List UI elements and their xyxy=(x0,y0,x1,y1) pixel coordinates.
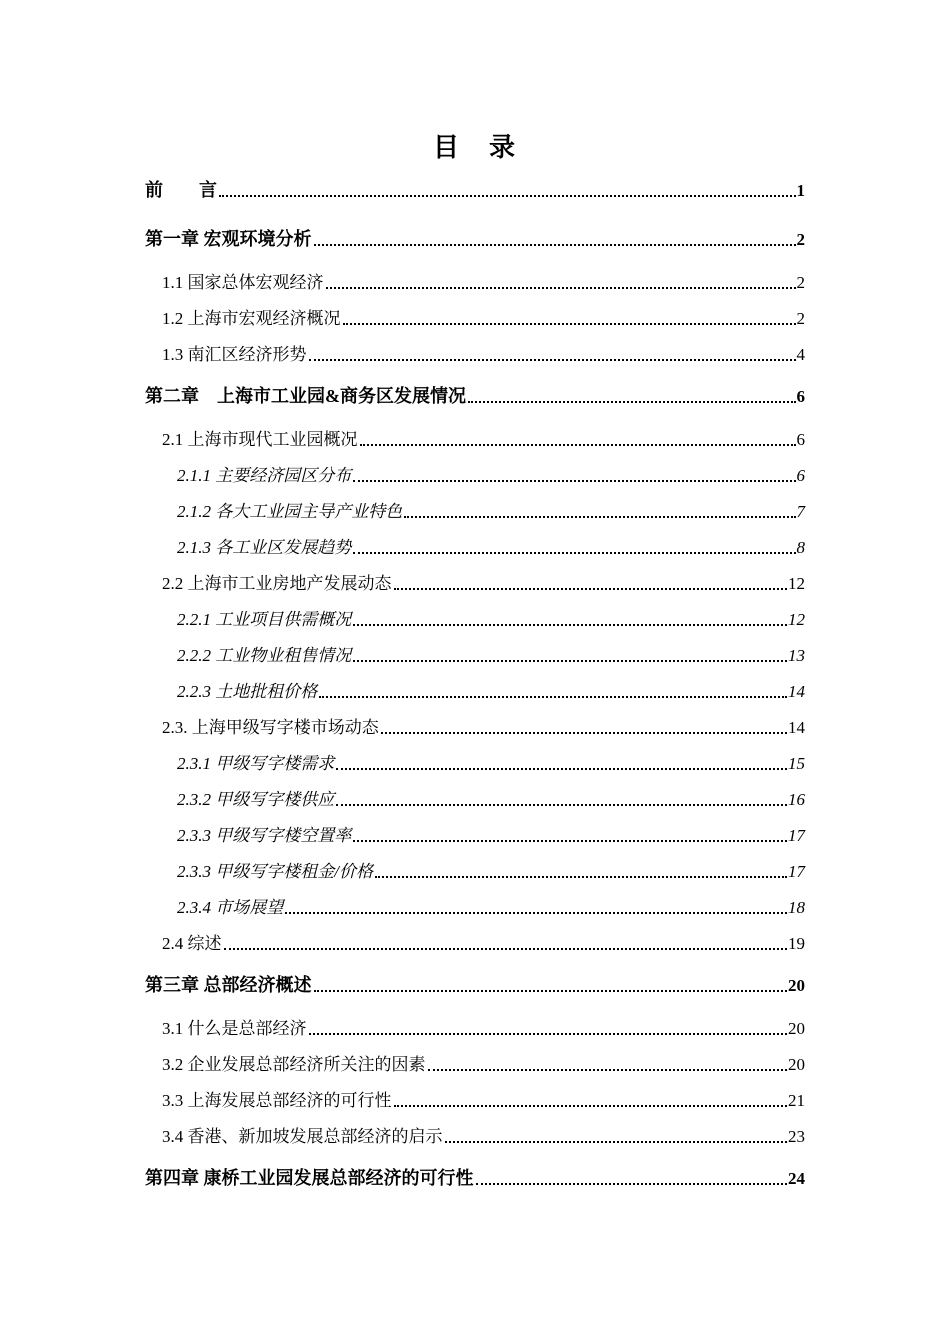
toc-entry-label: 2.3.3 甲级写字楼租金/价格 xyxy=(177,862,373,881)
dot-leader xyxy=(309,359,796,361)
toc-page-number[interactable]: 7 xyxy=(796,502,805,521)
dot-leader xyxy=(353,840,787,842)
toc-page-number[interactable]: 13 xyxy=(788,646,805,665)
dot-leader xyxy=(381,732,787,734)
toc-page-number[interactable]: 2 xyxy=(796,273,805,292)
toc-entry[interactable] xyxy=(145,229,805,250)
dot-leader xyxy=(343,323,796,325)
toc-entry-label: 第二章 上海市工业园&商务区发展情况 xyxy=(145,386,466,406)
dot-leader xyxy=(428,1069,788,1071)
toc-entry[interactable] xyxy=(145,429,805,450)
dot-leader xyxy=(468,401,796,403)
toc-entry-label: 2.1 上海市现代工业园概况 xyxy=(162,430,358,449)
page-title: 目 录 xyxy=(432,133,517,162)
dot-leader xyxy=(394,588,788,590)
toc-entry[interactable] xyxy=(145,1054,805,1075)
toc-entry[interactable] xyxy=(145,272,805,293)
toc-entry-label: 2.3.4 市场展望 xyxy=(177,898,284,917)
toc-entry-label: 2.3.1 甲级写字楼需求 xyxy=(177,754,335,773)
toc-entry-label: 3.1 什么是总部经济 xyxy=(162,1019,307,1038)
toc-entry[interactable] xyxy=(145,645,805,666)
toc-entry-label: 1.3 南汇区经济形势 xyxy=(162,345,307,364)
dot-leader xyxy=(319,696,787,698)
toc-entry-label: 2.3.3 甲级写字楼空置率 xyxy=(177,826,352,845)
dot-leader xyxy=(336,768,787,770)
toc-entry-label: 1.1 国家总体宏观经济 xyxy=(162,273,324,292)
toc-page-number[interactable]: 17 xyxy=(788,826,805,845)
toc-entry[interactable] xyxy=(145,308,805,329)
toc-entry[interactable] xyxy=(145,573,805,594)
toc-entry[interactable] xyxy=(145,825,805,846)
toc-entry-label: 2.2.2 工业物业租售情况 xyxy=(177,646,352,665)
toc-entry-label: 2.4 综述 xyxy=(162,934,222,953)
toc-entry[interactable] xyxy=(145,933,805,954)
toc-page-number[interactable]: 19 xyxy=(788,934,805,953)
toc-entry[interactable] xyxy=(145,180,805,201)
toc-page-number[interactable]: 23 xyxy=(788,1127,805,1146)
toc-entry[interactable] xyxy=(145,1126,805,1147)
dot-leader xyxy=(353,660,787,662)
toc-entry[interactable] xyxy=(145,717,805,738)
dot-leader xyxy=(445,1141,788,1143)
toc-entry[interactable] xyxy=(145,753,805,774)
toc-page-number[interactable]: 2 xyxy=(796,309,805,328)
toc-entry[interactable] xyxy=(145,861,805,882)
toc-entry-label: 2.2.1 工业项目供需概况 xyxy=(177,610,352,629)
toc-entry-label: 3.3 上海发展总部经济的可行性 xyxy=(162,1091,392,1110)
toc-page-number[interactable]: 21 xyxy=(788,1091,805,1110)
dot-leader xyxy=(353,552,795,554)
dot-leader xyxy=(285,912,787,914)
dot-leader xyxy=(404,516,795,518)
toc-entry[interactable] xyxy=(145,386,805,407)
dot-leader xyxy=(353,624,787,626)
toc-page-number[interactable]: 1 xyxy=(796,181,805,200)
dot-leader xyxy=(375,876,787,878)
toc-page-number[interactable]: 14 xyxy=(788,682,805,701)
toc-page-number[interactable]: 4 xyxy=(796,345,805,364)
toc-page-number[interactable]: 2 xyxy=(796,230,805,249)
toc-page-number[interactable]: 12 xyxy=(788,610,805,629)
toc-page-number[interactable]: 20 xyxy=(788,1019,805,1038)
toc-entry[interactable] xyxy=(145,501,805,522)
toc-page-number[interactable]: 20 xyxy=(788,1055,805,1074)
dot-leader xyxy=(314,244,796,246)
toc-page-number[interactable]: 16 xyxy=(788,790,805,809)
toc-entry-label: 2.2.3 土地批租价格 xyxy=(177,682,318,701)
toc-page-number[interactable]: 14 xyxy=(788,718,805,737)
toc-entry[interactable] xyxy=(145,681,805,702)
toc-entry[interactable] xyxy=(145,789,805,810)
toc-entry-label: 3.4 香港、新加坡发展总部经济的启示 xyxy=(162,1127,443,1146)
dot-leader xyxy=(224,948,788,950)
toc-page-number[interactable]: 20 xyxy=(788,976,805,995)
dot-leader xyxy=(309,1033,788,1035)
dot-leader xyxy=(336,804,787,806)
toc-entry[interactable] xyxy=(145,465,805,486)
toc-page-number[interactable]: 24 xyxy=(788,1169,805,1188)
toc-entry[interactable] xyxy=(145,1018,805,1039)
toc-entry[interactable] xyxy=(145,1090,805,1111)
toc-entry-label: 3.2 企业发展总部经济所关注的因素 xyxy=(162,1055,426,1074)
toc-entry-label: 第三章 总部经济概述 xyxy=(145,975,312,995)
toc-page-number[interactable]: 18 xyxy=(788,898,805,917)
toc-entry[interactable] xyxy=(145,609,805,630)
dot-leader xyxy=(314,990,788,992)
toc-entry[interactable] xyxy=(145,537,805,558)
dot-leader xyxy=(476,1183,788,1185)
toc-entry[interactable] xyxy=(145,897,805,918)
dot-leader xyxy=(394,1105,788,1107)
toc-page-number[interactable]: 6 xyxy=(796,430,805,449)
dot-leader xyxy=(326,287,796,289)
table-of-contents xyxy=(145,174,805,1211)
toc-entry-label: 2.1.2 各大工业园主导产业特色 xyxy=(177,502,403,521)
toc-entry-label: 第四章 康桥工业园发展总部经济的可行性 xyxy=(145,1168,474,1188)
toc-page-number[interactable]: 12 xyxy=(788,574,805,593)
toc-entry-label: 1.2 上海市宏观经济概况 xyxy=(162,309,341,328)
toc-page-number[interactable]: 15 xyxy=(788,754,805,773)
toc-page-number[interactable]: 6 xyxy=(796,387,805,406)
toc-entry-label: 2.1.1 主要经济园区分布 xyxy=(177,466,352,485)
dot-leader xyxy=(360,444,796,446)
toc-entry[interactable] xyxy=(145,344,805,365)
toc-entry-label: 2.3. 上海甲级写字楼市场动态 xyxy=(162,718,379,737)
dot-leader xyxy=(353,480,795,482)
toc-entry-label: 2.3.2 甲级写字楼供应 xyxy=(177,790,335,809)
toc-page-number[interactable]: 6 xyxy=(796,466,805,485)
toc-entry-label: 前 言 xyxy=(145,180,217,200)
toc-entry[interactable] xyxy=(145,975,805,996)
dot-leader xyxy=(219,195,796,197)
toc-page-number[interactable]: 8 xyxy=(796,538,805,557)
toc-entry-label: 第一章 宏观环境分析 xyxy=(145,229,312,249)
toc-page-number[interactable]: 17 xyxy=(788,862,805,881)
toc-entry-label: 2.2 上海市工业房地产发展动态 xyxy=(162,574,392,593)
toc-entry-label: 2.1.3 各工业区发展趋势 xyxy=(177,538,352,557)
toc-entry[interactable] xyxy=(145,1168,805,1189)
